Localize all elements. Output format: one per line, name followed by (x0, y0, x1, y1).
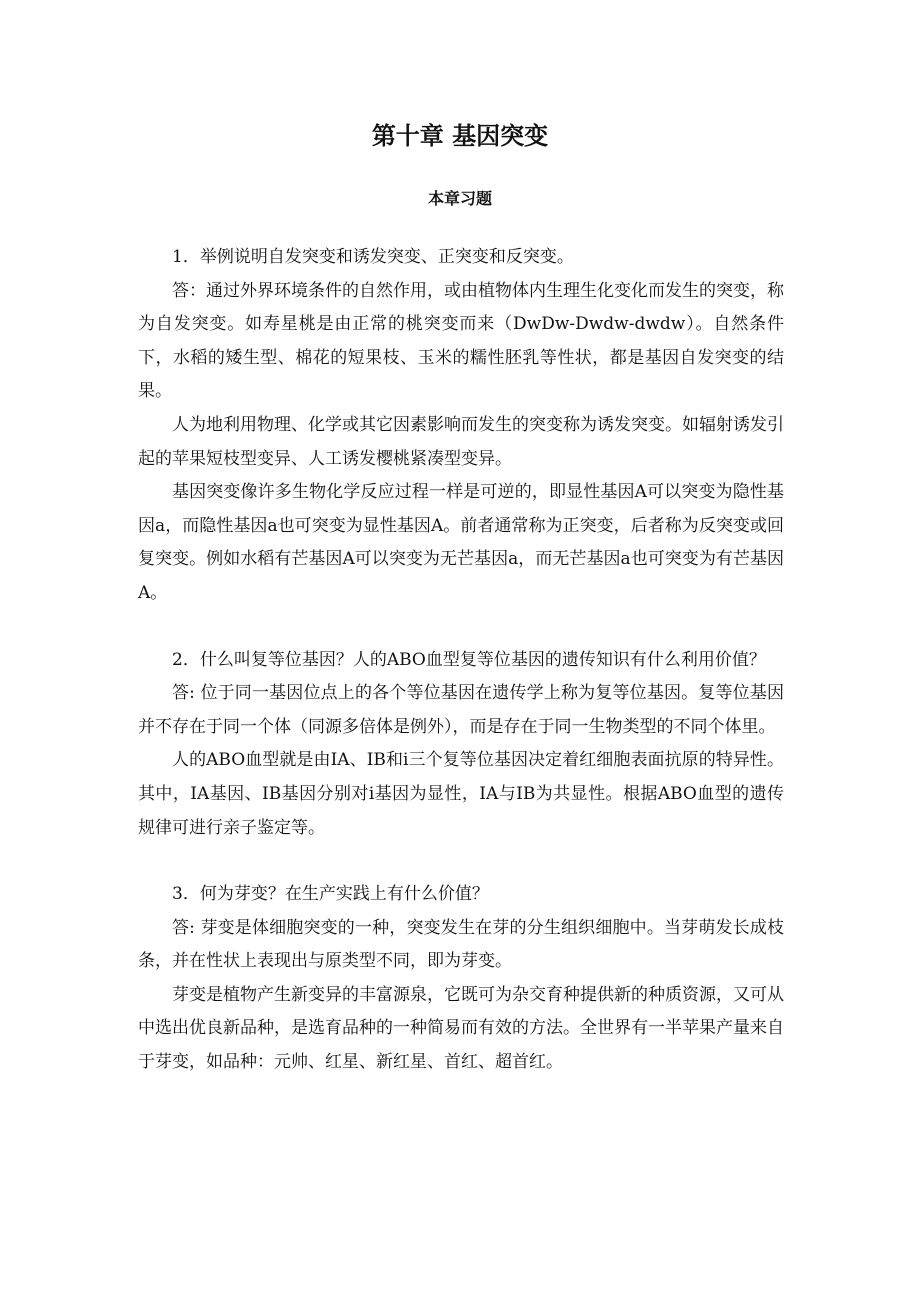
question-3: 3．何为芽变？在生产实践上有什么价值？ (172, 884, 489, 905)
answer-1-paragraph-3: 基因突变像许多生物化学反应过程一样是可逆的，即显性基因A可以突变为隐性基因a，而隐性基因a也可突变为显性基因A。前者通常称为正突变，后者称为反突变或回复突变。例如水稻有芒基因A可以突变为无芒基因a，而无芒基因a也可突变为有芒基因A。 (138, 482, 784, 603)
question-2: 2．什么叫复等位基因？人的ABO血型复等位基因的遗传知识有什么利用价值？ (172, 649, 766, 670)
answer-2-paragraph-2: 人的ABO血型就是由IA、IB和i三个复等位基因决定着红细胞表面抗原的特异性。其中，IA基因、IB基因分别对i基因为显性，IA与IB为共显性。根据ABO血型的遗传规律可进行亲子鉴定等。 (138, 750, 784, 838)
answer-1-paragraph-2: 人为地利用物理、化学或其它因素影响而发生的突变称为诱发突变。如辐射诱发引起的苹果短枝型变异、人工诱发樱桃紧凑型变异。 (138, 414, 784, 469)
answer-3-paragraph-2: 芽变是植物产生新变异的丰富源泉，它既可为杂交育种提供新的种质资源，又可从中选出优良新品种，是选育品种的一种简易而有效的方法。全世界有一半苹果产量来自于芽变，如品种：元帅、红星、新红星、首红、超首红。 (138, 984, 784, 1073)
section-subtitle: 本章习题 (427, 189, 492, 208)
answer-3-paragraph-1: 答: 芽变是体细胞突变的一种，突变发生在芽的分生组织细胞中。当芽萌发长成枝条，并在性状上表现出与原类型不同，即为芽变。 (138, 917, 784, 972)
document-body (138, 241, 784, 1080)
answer-1-paragraph-1: 答：通过外界环境条件的自然作用，或由植物体内生理生化变化而发生的突变，称为自发突变。如寿星桃是由正常的桃突变而来（DwDw-Dwdw-dwdw）。自然条件下，水稻的矮生型、棉花的短果枝、玉米的糯性胚乳等性状，都是基因自发突变的结果。 (138, 280, 784, 402)
answer-2-paragraph-1: 答: 位于同一基因位点上的各个等位基因在遗传学上称为复等位基因。复等位基因并不存在于同一个体（同源多倍体是例外），而是存在于同一生物类型的不同个体里。 (138, 683, 784, 737)
chapter-title: 第十章 基因突变 (371, 122, 549, 150)
question-1: 1．举例说明自发突变和诱发突变、正突变和反突变。 (172, 247, 574, 267)
